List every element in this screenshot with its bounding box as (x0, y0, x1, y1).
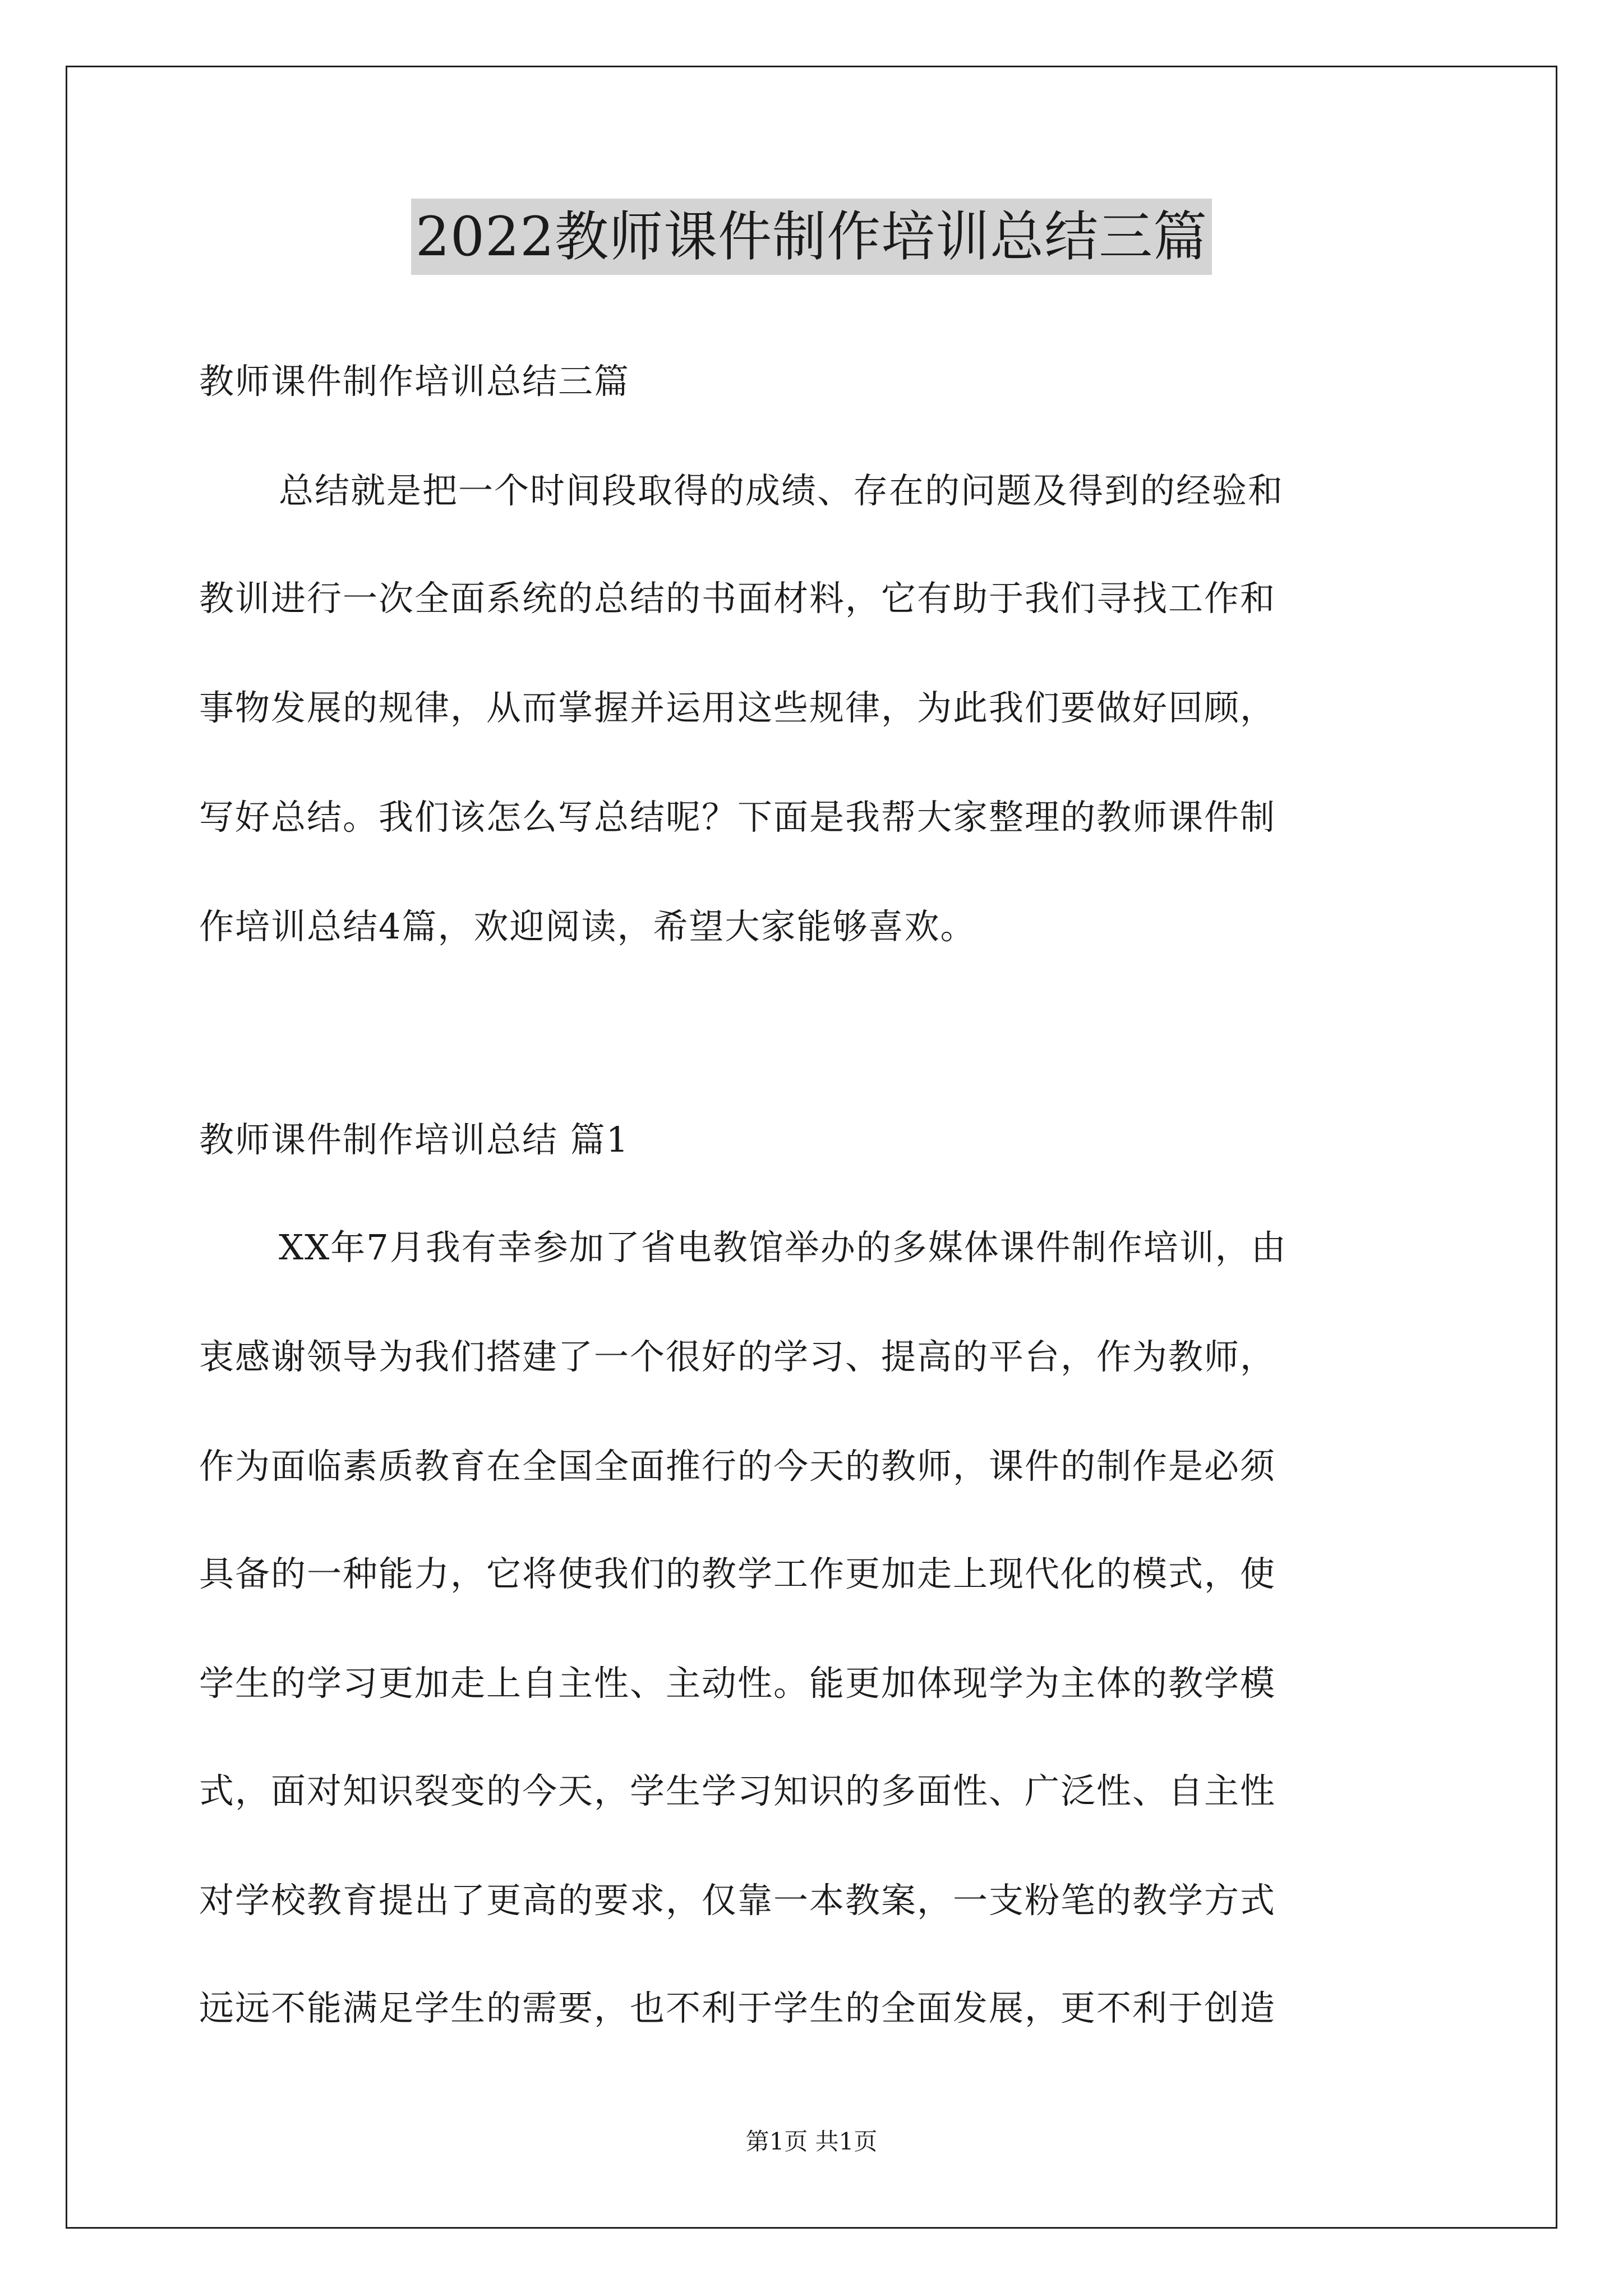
body-line-3: 作为面临素质教育在全国全面推行的今天的教师，课件的制作是必须 (199, 1446, 1276, 1487)
document-subtitle: 教师课件制作培训总结三篇 (199, 361, 630, 402)
body-line-7: 对学校教育提出了更高的要求，仅靠一本教案，一支粉笔的教学方式 (199, 1880, 1276, 1921)
body-line-4: 具备的一种能力，它将使我们的教学工作更加走上现代化的模式，使 (199, 1553, 1276, 1594)
intro-line-5: 作培训总结4篇，欢迎阅读，希望大家能够喜欢。 (199, 906, 976, 947)
body-line-6: 式，面对知识裂变的今天，学生学习知识的多面性、广泛性、自主性 (199, 1770, 1276, 1811)
body-line-8: 远远不能满足学生的需要，也不利于学生的全面发展，更不利于创造 (199, 1987, 1276, 2028)
intro-line-4: 写好总结。我们该怎么写总结呢？下面是我帮大家整理的教师课件制 (199, 797, 1276, 838)
body-line-2: 衷感谢领导为我们搭建了一个很好的学习、提高的平台，作为教师， (199, 1336, 1276, 1377)
title-container (0, 199, 1623, 275)
intro-line-3: 事物发展的规律，从而掌握并运用这些规律，为此我们要做好回顾， (199, 687, 1276, 728)
intro-line-1: 总结就是把一个时间段取得的成绩、存在的问题及得到的经验和 (279, 470, 1284, 511)
page-footer: 第1页 共1页 (745, 2128, 878, 2155)
body-line-5: 学生的学习更加走上自主性、主动性。能更加体现学为主体的教学模 (199, 1663, 1276, 1704)
intro-line-2: 教训进行一次全面系统的总结的书面材料，它有助于我们寻找工作和 (199, 578, 1276, 619)
section-heading: 教师课件制作培训总结 篇1 (199, 1119, 630, 1160)
body-line-1: XX年7月我有幸参加了省电教馆举办的多媒体课件制作培训，由 (279, 1227, 1287, 1268)
document-title: 2022教师课件制作培训总结三篇 (411, 199, 1212, 275)
